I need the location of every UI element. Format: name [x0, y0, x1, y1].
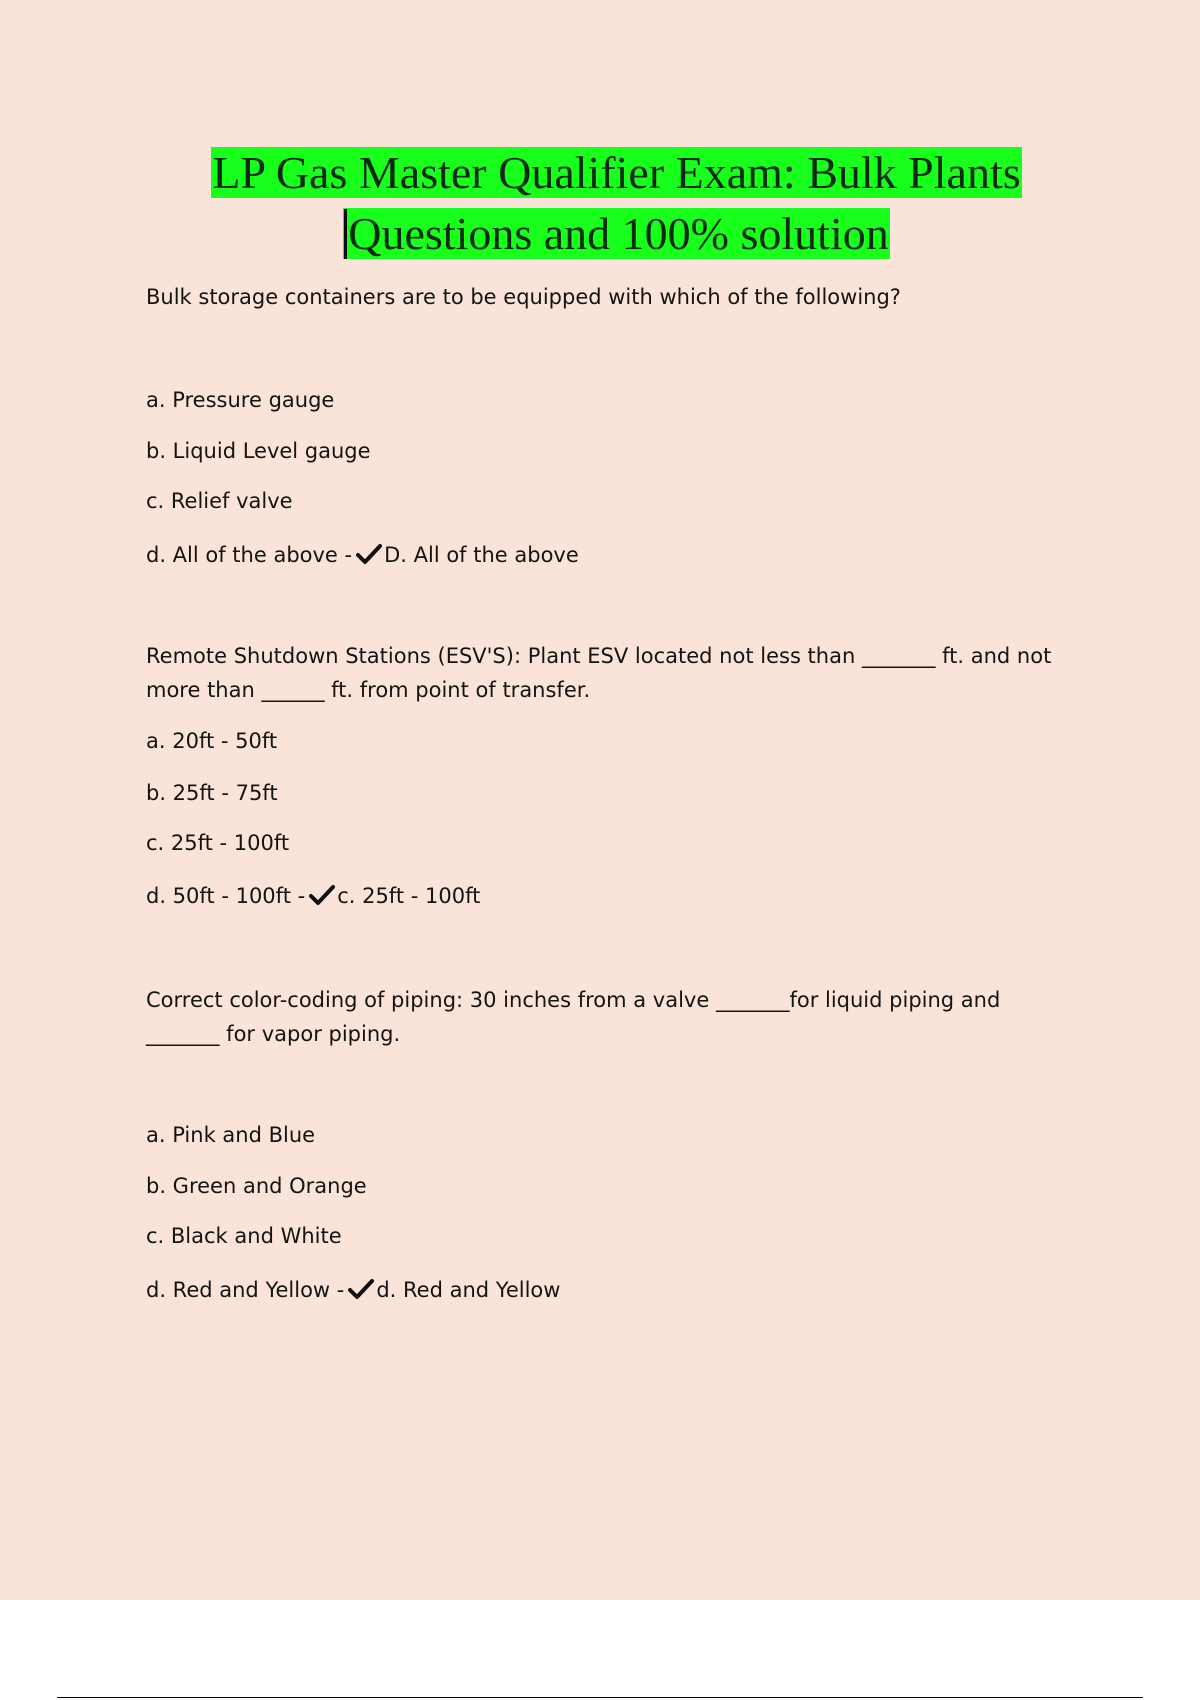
title-line-2: [0, 203, 1200, 264]
question-2-option-a: a. 20ft - 50ft: [146, 729, 278, 753]
checkmark-icon: [348, 1278, 374, 1300]
question-3-answer: d. Red and Yellow: [376, 1278, 561, 1302]
question-3-prompt-line-1: Correct color-coding of piping: 30 inches from a valve _______for liquid piping and: [146, 988, 1001, 1012]
question-2-answer: c. 25ft - 100ft: [337, 884, 481, 908]
question-3-option-a: a. Pink and Blue: [146, 1123, 316, 1147]
title-highlight: Questions and 100% solution: [343, 208, 889, 259]
question-1-option-a: a. Pressure gauge: [146, 388, 335, 412]
question-3-answer-line: [146, 1276, 560, 1304]
question-1-answer: D. All of the above: [384, 543, 579, 567]
question-2-option-c: c. 25ft - 100ft: [146, 831, 290, 855]
question-3-prompt-line-2: _______ for vapor piping.: [146, 1022, 401, 1046]
document-title: [0, 142, 1200, 264]
question-1-prompt: Bulk storage containers are to be equipped with which of the following?: [146, 285, 901, 309]
question-2-option-d: d. 50ft - 100ft -: [146, 884, 306, 908]
question-3-option-b: b. Green and Orange: [146, 1174, 367, 1198]
question-2-prompt-line-2: more than ______ ft. from point of transfer.: [146, 678, 591, 702]
text-cursor: [344, 209, 347, 259]
question-1-option-d: d. All of the above -: [146, 543, 353, 567]
checkmark-icon: [356, 543, 382, 565]
checkmark-icon: [309, 884, 335, 906]
title-highlight: LP Gas Master Qualifier Exam: Bulk Plants: [212, 147, 1021, 198]
question-2-option-b: b. 25ft - 75ft: [146, 781, 278, 805]
question-2-answer-line: [146, 882, 480, 910]
question-2-prompt-line-1: Remote Shutdown Stations (ESV'S): Plant ESV located not less than _______ ft. and not: [146, 644, 1052, 668]
question-1-option-b: b. Liquid Level gauge: [146, 439, 371, 463]
question-3-option-c: c. Black and White: [146, 1224, 342, 1248]
question-3-option-d: d. Red and Yellow -: [146, 1278, 345, 1302]
question-1-option-c: c. Relief valve: [146, 489, 293, 513]
title-line-1: [0, 142, 1200, 203]
footer-rule: [57, 1697, 1143, 1698]
question-1-answer-line: [146, 541, 579, 569]
